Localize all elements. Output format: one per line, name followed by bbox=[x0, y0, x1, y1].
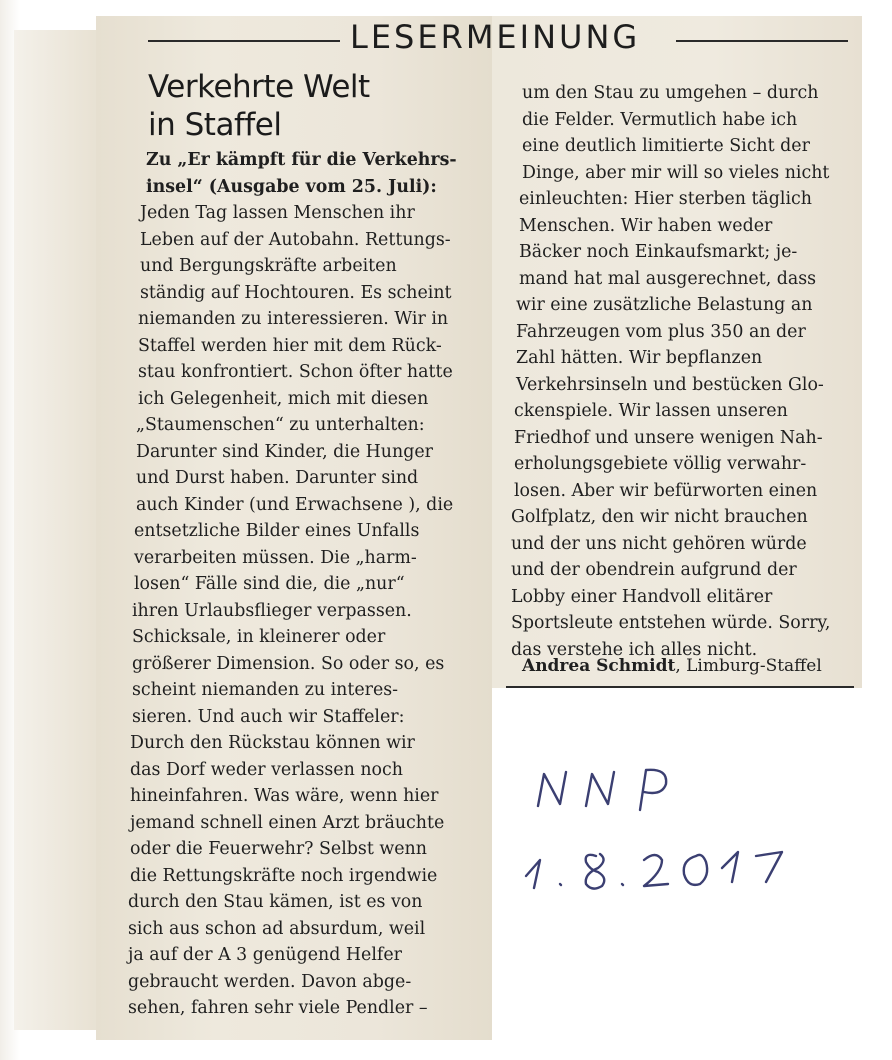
article-text-line: das Dorf weder verlassen noch bbox=[130, 759, 403, 780]
article-text-line: und der obendrein aufgrund der bbox=[511, 560, 797, 580]
author-location: , Limburg-Staffel bbox=[675, 656, 822, 676]
article-text-line: die Rettungskräfte noch irgendwie bbox=[130, 865, 438, 886]
article-text-line: Schicksale, in kleinerer oder bbox=[132, 627, 386, 647]
article-text-line: Jeden Tag lassen Menschen ihr bbox=[140, 203, 415, 223]
article-text-line: eine deutlich limitierte Sicht der bbox=[522, 136, 810, 156]
article-text-line: niemanden zu interessieren. Wir in bbox=[138, 309, 449, 329]
article-text-line: losen. Aber wir befürworten einen bbox=[514, 480, 818, 501]
article-text-line: um den Stau zu umgehen – durch bbox=[522, 83, 819, 103]
article-text-line: Durch den Rückstau können wir bbox=[130, 733, 415, 753]
article-text-line: insel“ (Ausgabe vom 25. Juli): bbox=[146, 176, 437, 197]
paper-strip-left bbox=[14, 30, 104, 1030]
article-text-line: erholungsgebiete völlig verwahr- bbox=[514, 454, 807, 474]
article-text-line: stau konfrontiert. Schon öfter hatte bbox=[138, 362, 453, 382]
article-text-line: ckenspiele. Wir lassen unseren bbox=[514, 401, 788, 421]
article-text-line: losen“ Fälle sind die, die „nur“ bbox=[134, 574, 405, 594]
article-text-line: ihren Urlaubsflieger verpassen. bbox=[132, 600, 412, 621]
article-text-line: Zu „Er kämpft für die Verkehrs- bbox=[146, 150, 457, 170]
article-text-line: jemand schnell einen Arzt bräuchte bbox=[130, 812, 445, 833]
article-text-line: und der uns nicht gehören würde bbox=[511, 533, 807, 554]
article-body-left-column bbox=[128, 147, 480, 1022]
article-text-line: ich Gelegenheit, mich mit diesen bbox=[138, 388, 429, 409]
header-rule-right bbox=[676, 40, 848, 42]
section-title: LESERMEINUNG bbox=[350, 18, 641, 56]
article-text-line: mand hat mal ausgerechnet, dass bbox=[519, 268, 817, 289]
article-text-line: durch den Stau kämen, ist es von bbox=[128, 892, 423, 912]
article-text-line: verarbeiten müssen. Die „harm- bbox=[134, 547, 417, 568]
article-text-line: Verkehrsinseln und bestücken Glo- bbox=[516, 374, 824, 395]
article-text-line: auch Kinder (und Erwachsene ), die bbox=[136, 494, 454, 515]
article-text-line: gebraucht werden. Davon abge- bbox=[128, 971, 412, 992]
article-text-line: die Felder. Vermutlich habe ich bbox=[522, 109, 798, 130]
section-header bbox=[148, 18, 848, 58]
article-text-line: Dinge, aber mir will so vieles nicht bbox=[522, 162, 830, 183]
article-text-line: hineinfahren. Was wäre, wenn hier bbox=[130, 786, 439, 806]
article-text-line: Menschen. Wir haben weder bbox=[519, 215, 773, 236]
article-text-line: Friedhof und unsere wenigen Nah- bbox=[514, 427, 823, 448]
article-text-line: größerer Dimension. So oder so, es bbox=[132, 653, 445, 674]
author-signature bbox=[522, 656, 822, 676]
article-text-line: Zahl hätten. Wir bepflanzen bbox=[516, 348, 763, 368]
article-text-line: sieren. Und auch wir Staffeler: bbox=[132, 706, 405, 727]
article-text-line: „Staumenschen“ zu unterhalten: bbox=[136, 415, 425, 435]
article-text-line: sehen, fahren sehr viele Pendler – bbox=[128, 998, 428, 1018]
article-text-line: entsetzliche Bilder eines Unfalls bbox=[134, 521, 420, 541]
article-text-line: sich aus schon ad absurdum, weil bbox=[128, 918, 426, 939]
article-text-line: Bäcker noch Einkaufsmarkt; je- bbox=[519, 242, 798, 262]
article-text-line: ja auf der A 3 genügend Helfer bbox=[128, 945, 402, 965]
headline-line: Verkehrte Welt bbox=[148, 69, 370, 105]
article-text-line: Fahrzeugen vom plus 350 an der bbox=[516, 321, 806, 342]
article-text-line: Golfplatz, den wir nicht brauchen bbox=[511, 507, 808, 527]
article-text-line: scheint niemanden zu interes- bbox=[132, 680, 399, 700]
handwritten-annotation bbox=[510, 760, 830, 910]
article-text-line: und Bergungskräfte arbeiten bbox=[140, 256, 397, 276]
article-body-right-column bbox=[506, 80, 858, 663]
article-text-line: das verstehe ich alles nicht. bbox=[511, 639, 758, 660]
article-text-line: oder die Feuerwehr? Selbst wenn bbox=[130, 839, 427, 859]
article-text-line: Staffel werden hier mit dem Rück- bbox=[138, 335, 442, 356]
article-text-line: und Durst haben. Darunter sind bbox=[136, 468, 419, 488]
article-text-line: wir eine zusätzliche Belastung an bbox=[516, 295, 813, 315]
article-headline bbox=[148, 68, 488, 144]
headline-line: in Staffel bbox=[148, 107, 282, 143]
article-text-line: Leben auf der Autobahn. Rettungs- bbox=[140, 229, 451, 250]
article-text-line: Darunter sind Kinder, die Hunger bbox=[136, 441, 433, 462]
signature-rule bbox=[506, 686, 854, 688]
article-text-line: Lobby einer Handvoll elitärer bbox=[511, 586, 773, 607]
header-rule-left bbox=[148, 40, 340, 42]
article-text-line: einleuchten: Hier sterben täglich bbox=[519, 189, 812, 209]
handwriting-drawing bbox=[510, 760, 830, 910]
author-name: Andrea Schmidt bbox=[522, 656, 676, 676]
article-text-line: ständig auf Hochtouren. Es scheint bbox=[140, 282, 452, 303]
article-text-line: Sportsleute entstehen würde. Sorry, bbox=[511, 613, 831, 633]
